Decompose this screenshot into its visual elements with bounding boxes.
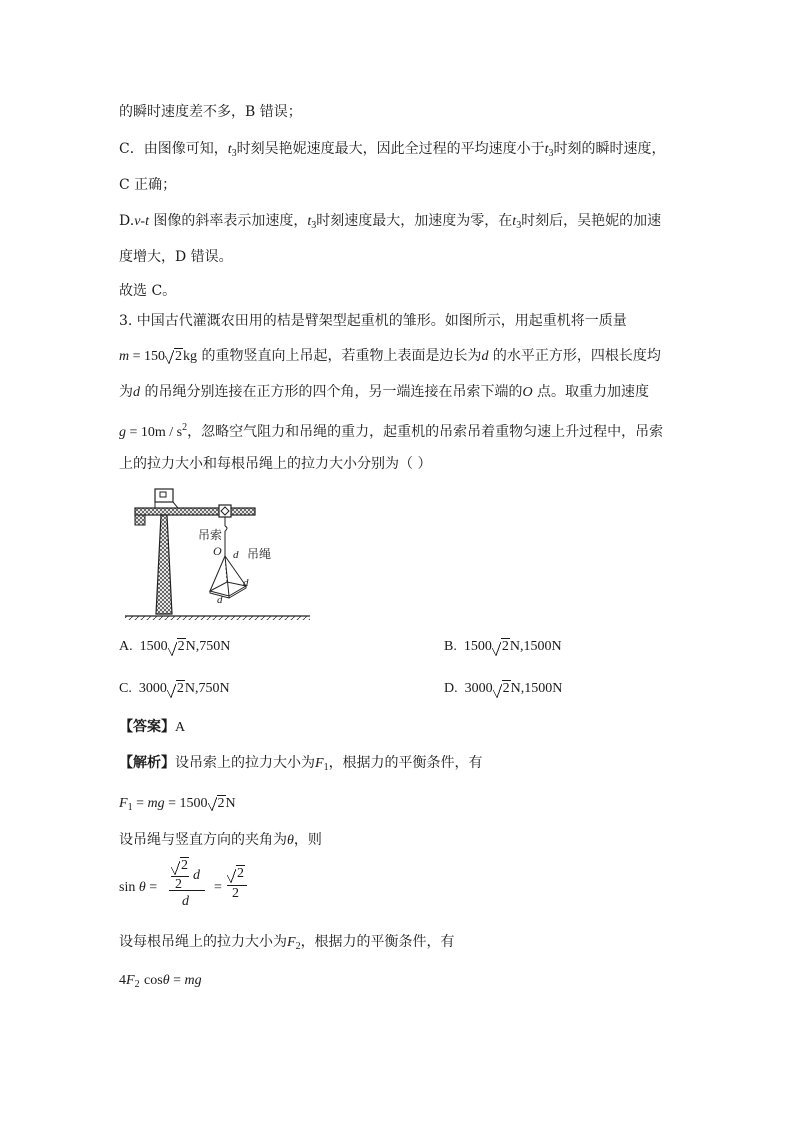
analysis-line-2: 设吊绳与竖直方向的夹角为θ，则 <box>119 832 322 848</box>
text-line-1: 的瞬时速度差不多，B 错误； <box>119 104 302 120</box>
question-3-line-2: m = 150 2kg 的重物竖直向上吊起，若重物上表面是边长为d 的水平正方形，四根长度均 <box>119 346 661 367</box>
outer-fraction: 2 2 d d <box>169 858 211 918</box>
option-b[interactable]: B. 1500 2N,1500N <box>444 639 562 654</box>
question-3-line-3: 为d 的吊绳分别连接在正方形的四个角，另一端连接在吊索下端的O 点。取重力加速度 <box>119 384 650 400</box>
question-3-line-5: 上的拉力大小和每根吊绳上的拉力大小分别为（ ） <box>119 456 432 472</box>
crane-tower <box>156 515 172 614</box>
analysis-line-3: 设每根吊绳上的拉力大小为$F_2$，根据力的平衡条件，有 <box>119 934 455 952</box>
text-line-5: 度增大，D 错误。 <box>119 249 233 265</box>
crane-figure <box>125 486 315 626</box>
crane-jib <box>135 508 255 515</box>
text-line-2: C．由图像可知，$t_3$时刻吴艳妮速度最大，因此全过程的平均速度小于$t_3$时刻的瞬时速度， <box>119 141 666 159</box>
label-suo: 吊索 <box>198 528 223 542</box>
question-3-line-4: $g = 10m / s^2$，忽略空气阻力和吊绳的重力，起重机的吊索吊着重物匀速上升过程中，吊索 <box>119 422 664 440</box>
text-line-4: D.v-t 图像的斜率表示加速度，$t_3$时刻速度最大，加速度为零，在$t_3$时刻后，吴艳妮的加速 <box>119 213 662 231</box>
result-fraction: 2 2 <box>227 866 251 906</box>
equation-1: $F_1$ = mg = 1500 2N <box>119 796 236 813</box>
label-O: O <box>213 544 222 558</box>
crane-cab <box>155 489 173 502</box>
answer-line: 【答案】A <box>119 719 186 735</box>
analysis-line-1: 【解析】设吊索上的拉力大小为$F_1$，根据力的平衡条件，有 <box>119 755 483 773</box>
label-d-bottom: d <box>217 594 223 606</box>
sqrt-symbol: 2 <box>165 347 183 367</box>
label-d-side: d <box>243 577 249 589</box>
equation-2: sin θ = 2 2 d d = 2 2 <box>119 858 259 918</box>
label-sheng: 吊绳 <box>247 547 272 561</box>
equation-3: $4F_2$ cosθ = mg <box>119 973 202 990</box>
option-a[interactable]: A. 1500 2N,750N <box>119 639 231 654</box>
option-c[interactable]: C. 3000 2N,750N <box>119 681 230 696</box>
text-line-6: 故选 C。 <box>119 283 177 299</box>
counterweight <box>135 515 145 525</box>
option-d[interactable]: D. 3000 2N,1500N <box>444 681 563 696</box>
text-line-3: C 正确； <box>119 177 177 193</box>
label-d-rope: d <box>233 549 239 561</box>
question-3-line-1: 3. 中国古代灌溉农田用的桔是臂架型起重机的雏形。如图所示，用起重机将一质量 <box>119 313 627 329</box>
